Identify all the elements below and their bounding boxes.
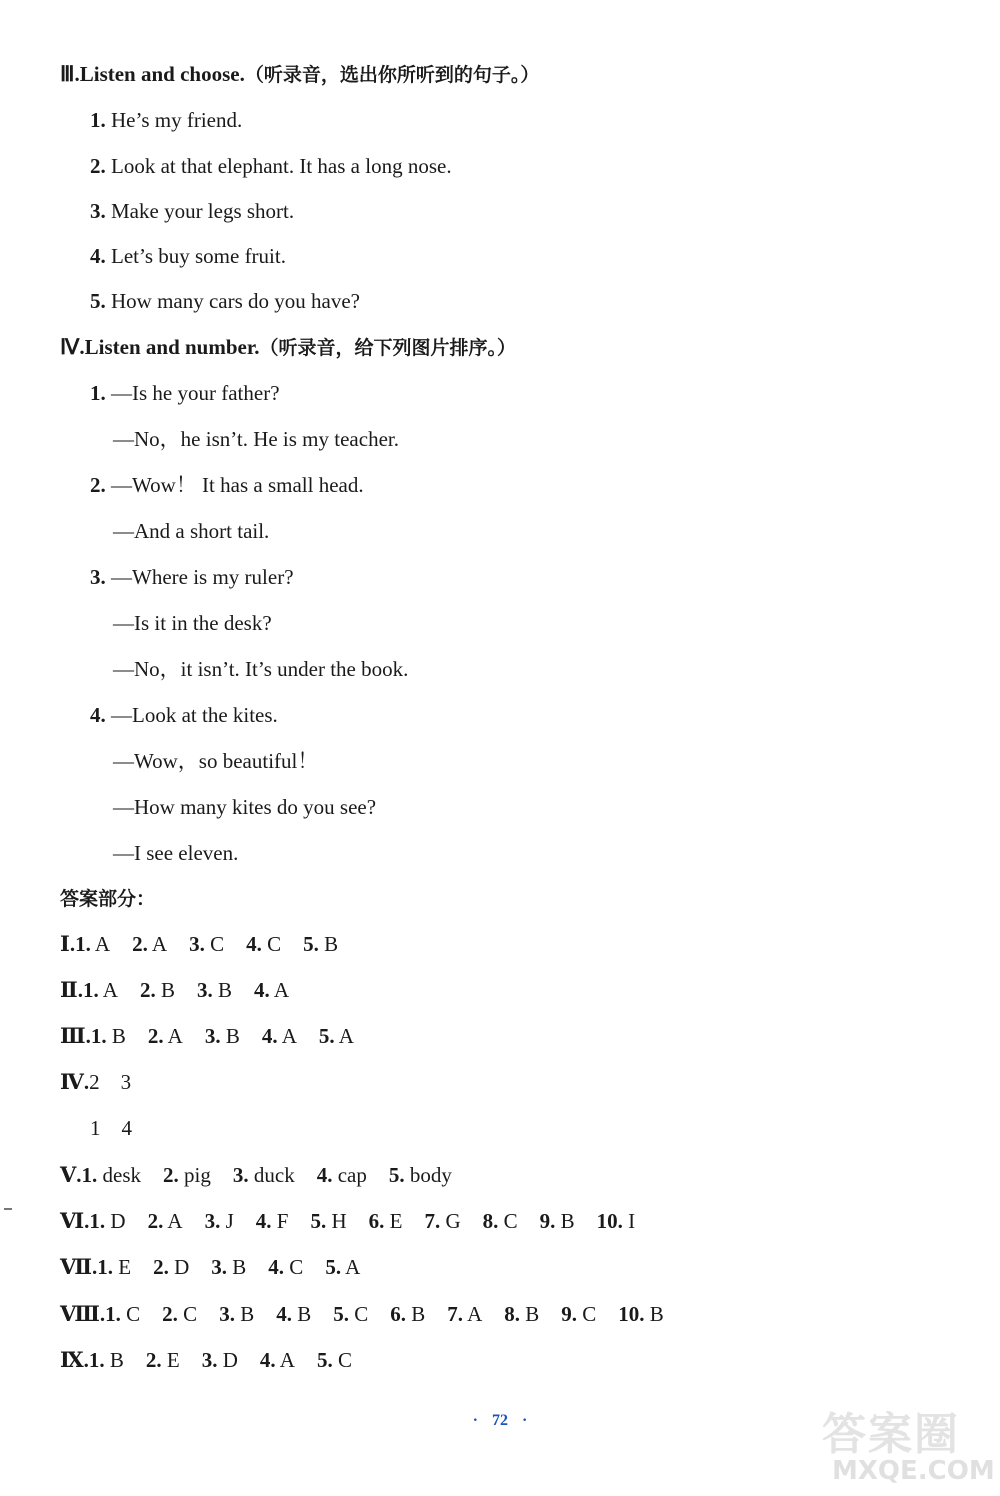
answer-number: 5. — [318, 1024, 335, 1048]
answer-item — [148, 1209, 183, 1233]
answer-value: A — [269, 978, 290, 1002]
answer-item — [132, 932, 167, 956]
answer-value: B — [106, 1024, 126, 1048]
item-number: 3. — [90, 199, 106, 223]
section-instruction: （听录音，给下列图片排序。） — [259, 337, 517, 359]
answer-number: 1. — [81, 1163, 98, 1187]
answer-number: 10. — [618, 1302, 645, 1326]
answer-item — [89, 1348, 124, 1372]
answer-item — [597, 1209, 636, 1233]
answer-value: B — [405, 1302, 426, 1326]
answer-value: B — [227, 1255, 247, 1279]
answer-row-2 — [60, 976, 311, 1004]
answer-value: C — [204, 932, 225, 956]
answer-value: A — [163, 1209, 183, 1233]
answer-number: 3. — [204, 1024, 221, 1048]
answer-value: cap — [332, 1163, 367, 1187]
answer-number: 2. — [147, 1209, 164, 1233]
answer-item — [202, 1348, 238, 1372]
answer-value: B — [644, 1302, 664, 1326]
row-prefix: Ⅷ. — [60, 1302, 106, 1326]
answer-item — [561, 1302, 596, 1326]
answer-item — [389, 1163, 452, 1187]
answer-number: 6. — [368, 1209, 385, 1233]
answer-number: 4. — [259, 1348, 276, 1372]
answer-number: 1. — [82, 978, 99, 1002]
answer-number: 7. — [447, 1302, 463, 1326]
answer-number: 5. — [316, 1348, 333, 1372]
answer-item — [317, 1163, 367, 1187]
answer-item — [483, 1209, 518, 1233]
item-number: 2. — [90, 473, 106, 497]
answer-item — [163, 1163, 211, 1187]
answer-value: duck — [248, 1163, 295, 1187]
answer-item — [140, 978, 175, 1002]
list-item — [90, 106, 242, 134]
row-prefix: Ⅰ. — [60, 932, 76, 956]
answer-number: 8. — [504, 1302, 521, 1326]
dialogue-line: —No，it isn’t. It’s under the book. — [113, 657, 409, 681]
dialogue-text: —Where is my ruler? — [105, 565, 294, 589]
answer-value: B — [155, 978, 175, 1002]
answer-value: D — [168, 1255, 190, 1279]
row-prefix: Ⅲ. — [60, 1024, 91, 1048]
dialogue-text: —Wow！ It has a small head. — [105, 473, 364, 497]
answer-value: B — [555, 1209, 575, 1233]
answer-row-3 — [60, 1022, 376, 1050]
answer-item — [325, 1255, 360, 1279]
answer-value: C — [284, 1255, 304, 1279]
section-number: Ⅲ. — [60, 62, 80, 86]
dialogue-text: —Look at the kites. — [105, 703, 278, 727]
answer-number: 9. — [561, 1302, 578, 1326]
row-prefix: Ⅸ. — [60, 1348, 89, 1372]
dialogue-text: —Is he your father? — [105, 381, 280, 405]
answer-number: 1. — [75, 932, 91, 956]
answer-item — [256, 1209, 289, 1233]
footer-dot-left: · — [472, 1412, 478, 1429]
answer-value: D — [217, 1348, 238, 1372]
answer-item — [540, 1209, 575, 1233]
answer-item — [89, 1209, 125, 1233]
answer-number: 7. — [424, 1209, 441, 1233]
answer-item — [390, 1302, 425, 1326]
answer-item — [504, 1302, 539, 1326]
section-title: Listen and choose. — [79, 62, 245, 86]
answer-value: A — [98, 978, 118, 1002]
item-text: Let’s buy some fruit. — [105, 244, 286, 268]
row-prefix: Ⅱ. — [60, 978, 83, 1002]
answer-item — [333, 1302, 368, 1326]
section-title: Listen and number. — [84, 335, 260, 359]
answer-number: 4. — [316, 1163, 333, 1187]
section-4-heading — [60, 333, 516, 362]
answer-value: I — [622, 1209, 636, 1233]
answer-item — [424, 1209, 460, 1233]
answer-item — [319, 1024, 354, 1048]
answer-item — [82, 1163, 142, 1187]
list-item — [90, 287, 360, 315]
answer-row-9 — [60, 1346, 374, 1374]
dialogue-line: —And a short tail. — [113, 519, 270, 543]
item-number: 4. — [90, 703, 106, 727]
answer-row-1 — [60, 930, 360, 958]
answers-heading: 答案部分： — [60, 888, 156, 910]
dialogue-line — [90, 701, 278, 729]
item-text: Make your legs short. — [105, 199, 295, 223]
answer-item — [91, 1024, 126, 1048]
scan-speck — [4, 1208, 12, 1210]
answer-value: A — [147, 932, 168, 956]
answer-row-8 — [60, 1300, 686, 1328]
answer-item — [310, 1209, 346, 1233]
answer-item — [268, 1255, 303, 1279]
answer-number: 4. — [255, 1209, 272, 1233]
answer-number: 3. — [219, 1302, 235, 1326]
answer-number: 4. — [261, 1024, 278, 1048]
answer-item — [246, 932, 281, 956]
answer-item — [75, 932, 110, 956]
answer-item — [97, 1255, 131, 1279]
answer-number: 4. — [276, 1302, 292, 1326]
answer-value: A — [334, 1024, 354, 1048]
answer-number: 5. — [303, 932, 319, 956]
answer-item — [618, 1302, 664, 1326]
watermark-logo — [820, 1398, 998, 1496]
answer-number: 1. — [88, 1348, 105, 1372]
list-item — [90, 152, 452, 180]
dialogue-line — [90, 379, 280, 407]
answer-value: B — [220, 1024, 240, 1048]
answer-number: 1. — [97, 1255, 114, 1279]
answer-row-7 — [60, 1253, 382, 1281]
answer-value: B — [291, 1302, 312, 1326]
answer-number: 4. — [254, 978, 270, 1002]
answer-item — [317, 1348, 352, 1372]
answer-item — [303, 932, 338, 956]
section-3-heading — [60, 60, 539, 89]
answer-item — [233, 1163, 295, 1187]
watermark-text: 答案圈 — [822, 1409, 960, 1460]
answer-item — [205, 1209, 234, 1233]
answer-number: 4. — [268, 1255, 285, 1279]
dialogue-line: —Is it in the desk? — [113, 611, 272, 635]
answer-item — [211, 1255, 246, 1279]
answer-value: E — [161, 1348, 180, 1372]
answer-number: 3. — [232, 1163, 249, 1187]
answer-row-4 — [60, 1068, 131, 1096]
answer-value: D — [105, 1209, 126, 1233]
list-item — [90, 197, 294, 225]
dialogue-line — [90, 471, 364, 499]
answer-value: C — [332, 1348, 352, 1372]
item-number: 3. — [90, 565, 106, 589]
answer-item — [148, 1024, 183, 1048]
answer-value: pig — [178, 1163, 211, 1187]
answer-item — [369, 1209, 403, 1233]
answer-number: 3. — [201, 1348, 218, 1372]
answer-item — [162, 1302, 197, 1326]
footer-dot-right: · — [522, 1412, 528, 1429]
answer-item — [262, 1024, 297, 1048]
answer-value: C — [177, 1302, 198, 1326]
answer-number: 5. — [325, 1255, 342, 1279]
answer-number: 8. — [482, 1209, 499, 1233]
answer-value: B — [104, 1348, 124, 1372]
answer-number: 2. — [147, 1024, 164, 1048]
row-prefix: Ⅳ. — [60, 1070, 90, 1094]
answer-row-6 — [60, 1207, 657, 1235]
answer-item — [83, 978, 118, 1002]
answer-value: G — [440, 1209, 461, 1233]
answer-item — [205, 1024, 240, 1048]
dialogue-line: —No，he isn’t. He is my teacher. — [113, 427, 399, 451]
answer-item — [219, 1302, 254, 1326]
answer-value: F — [271, 1209, 289, 1233]
answer-item — [447, 1302, 482, 1326]
answer-item — [260, 1348, 295, 1372]
answer-number: 9. — [539, 1209, 556, 1233]
answer-number: 5. — [333, 1302, 349, 1326]
answer-number: 2. — [162, 1302, 178, 1326]
answer-item — [254, 978, 289, 1002]
item-text: He’s my friend. — [105, 108, 243, 132]
answer-value: B — [520, 1302, 540, 1326]
answer-value: A — [90, 932, 111, 956]
answer-value: desk — [97, 1163, 142, 1187]
answer-value: H — [326, 1209, 347, 1233]
answer-value: A — [463, 1302, 483, 1326]
answer-item — [189, 932, 224, 956]
answer-value: A — [275, 1348, 295, 1372]
watermark-url: MXQE.COM — [832, 1456, 995, 1486]
answer-item — [153, 1255, 189, 1279]
answer-number: 2. — [145, 1348, 162, 1372]
answer-number: 10. — [596, 1209, 623, 1233]
item-number: 1. — [90, 108, 106, 132]
answer-value: C — [498, 1209, 518, 1233]
item-text: Look at that elephant. It has a long nose. — [105, 154, 452, 178]
answer-value: A — [277, 1024, 297, 1048]
answer-number: 1. — [89, 1209, 106, 1233]
answer-number: 3. — [196, 978, 213, 1002]
answer-value: C — [348, 1302, 369, 1326]
answer-value: E — [384, 1209, 403, 1233]
answer-item — [146, 1348, 180, 1372]
answer-number: 2. — [139, 978, 156, 1002]
answer-number: 2. — [163, 1163, 179, 1187]
dialogue-line — [90, 563, 294, 591]
item-text: How many cars do you have? — [105, 289, 361, 313]
answer-number: 3. — [211, 1255, 228, 1279]
answer-number: 1. — [105, 1302, 121, 1326]
order-line-1: 2 3 — [89, 1070, 132, 1094]
order-line-2: 1 4 — [90, 1116, 132, 1140]
page-number: 72 — [492, 1412, 508, 1429]
answer-number: 1. — [90, 1024, 107, 1048]
answer-item — [276, 1302, 311, 1326]
answer-value: B — [318, 932, 339, 956]
section-instruction: （听录音，选出你所听到的句子。） — [244, 64, 540, 86]
answer-value: C — [120, 1302, 141, 1326]
answer-value: body — [404, 1163, 452, 1187]
answer-row-5 — [60, 1161, 474, 1189]
row-prefix: Ⅶ. — [60, 1255, 98, 1279]
section-number: Ⅳ. — [60, 335, 85, 359]
row-prefix: Ⅴ. — [60, 1163, 82, 1187]
answer-value: A — [341, 1255, 361, 1279]
answer-number: 2. — [132, 932, 148, 956]
answer-number: 3. — [204, 1209, 221, 1233]
answer-number: 5. — [310, 1209, 327, 1233]
answer-item — [197, 978, 232, 1002]
answer-number: 5. — [388, 1163, 405, 1187]
row-prefix: Ⅵ. — [60, 1209, 90, 1233]
answer-value: J — [220, 1209, 234, 1233]
answer-number: 2. — [153, 1255, 169, 1279]
answer-value: B — [212, 978, 232, 1002]
answer-value: C — [577, 1302, 597, 1326]
dialogue-line: —I see eleven. — [113, 841, 239, 865]
answer-value: A — [163, 1024, 183, 1048]
answer-number: 4. — [246, 932, 262, 956]
answer-number: 6. — [390, 1302, 406, 1326]
list-item — [90, 242, 286, 270]
item-number: 1. — [90, 381, 106, 405]
answer-item — [105, 1302, 140, 1326]
answer-value: E — [113, 1255, 132, 1279]
item-number: 4. — [90, 244, 106, 268]
answer-value: B — [234, 1302, 255, 1326]
dialogue-line: —How many kites do you see? — [113, 795, 377, 819]
answer-value: C — [261, 932, 282, 956]
answer-number: 3. — [189, 932, 205, 956]
dialogue-line: —Wow，so beautiful！ — [113, 749, 319, 773]
item-number: 5. — [90, 289, 106, 313]
item-number: 2. — [90, 154, 106, 178]
